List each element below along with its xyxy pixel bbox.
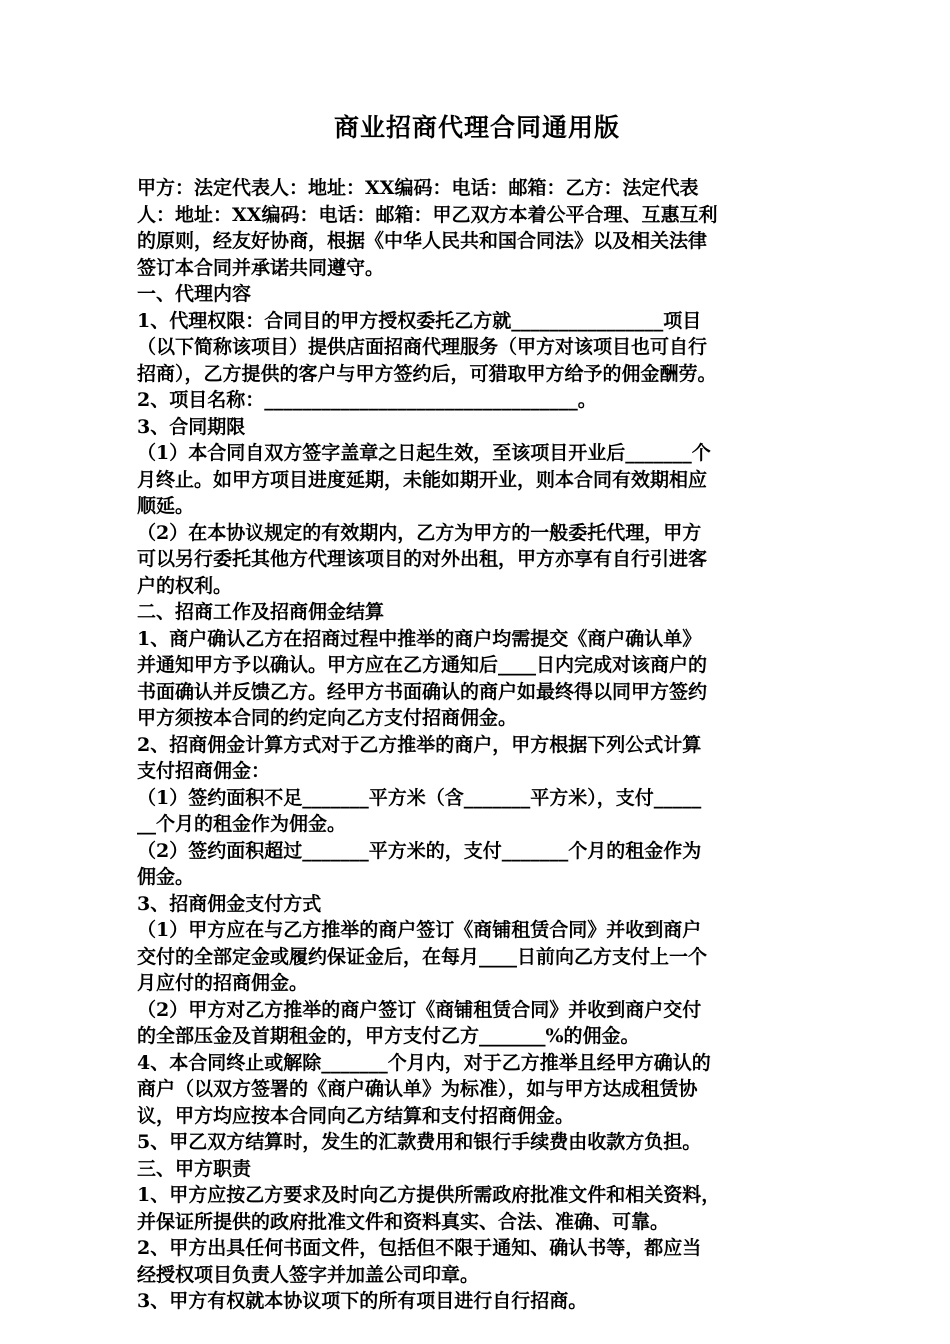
text-line: 2、项目名称：_________________________________。 <box>137 389 597 411</box>
text-line: 支付招商佣金： <box>137 760 271 782</box>
text-line: 的原则，经友好协商，根据《中华人民共和国合同法》以及相关法律 <box>137 230 708 252</box>
text-line: （1）签约面积不足_______平方米（含_______平方米），支付_____ <box>137 786 702 809</box>
text-line: 2、招商佣金计算方式对于乙方推举的商户，甲方根据下列公式计算 <box>137 733 702 756</box>
text-line: （1）本合同自双方签字盖章之日起生效，至该项目开业后_______个 <box>137 442 711 464</box>
text-line: （2）甲方对乙方推举的商户签订《商铺租赁合同》并收到商户交付 <box>137 998 702 1021</box>
section-heading: 二、招商工作及招商佣金结算 <box>137 601 385 623</box>
text-line: 的全部压金及首期租金的，甲方支付乙方_______%的佣金。 <box>137 1025 640 1047</box>
section-heading: 三、甲方职责 <box>137 1157 252 1180</box>
text-line: （2）签约面积超过_______平方米的，支付_______个月的租金作为 <box>137 839 702 862</box>
text-line: 签订本合同并承诺共同遵守。 <box>137 256 385 279</box>
text-line: 3、合同期限 <box>137 415 246 438</box>
text-line: （2）在本协议规定的有效期内，乙方为甲方的一般委托代理，甲方 <box>137 521 702 544</box>
text-line: 经授权项目负责人签字并加盖公司印章。 <box>137 1263 480 1286</box>
text-line: 甲方须按本合同的约定向乙方支付招商佣金。 <box>137 707 518 729</box>
text-line: 顺延。 <box>137 495 195 517</box>
text-line: 招商），乙方提供的客户与甲方签约后，可猎取甲方给予的佣金酬劳。 <box>137 362 717 385</box>
document-body <box>137 175 817 1315</box>
text-line: 5、甲乙双方结算时，发生的汇款费用和银行手续费由收款方负担。 <box>137 1131 702 1153</box>
text-line: 甲方：法定代表人：地址：XX编码：电话：邮箱：乙方：法定代表 <box>137 177 699 199</box>
text-line: 1、代理权限：合同目的甲方授权委托乙方就________________项目 <box>137 309 702 332</box>
document-title: 商业招商代理合同通用版 <box>333 113 620 142</box>
text-line: 并通知甲方予以确认。甲方应在乙方通知后____日内完成对该商户的 <box>137 654 708 676</box>
text-line: 佣金。 <box>137 866 195 888</box>
text-line: 人：地址：XX编码：电话：邮箱：甲乙双方本着公平合理、互惠互利 <box>137 203 718 226</box>
text-line: 商户（以双方签署的《商户确认单》为标准），如与甲方达成租赁协 <box>137 1078 698 1100</box>
text-line: __个月的租金作为佣金。 <box>137 813 347 835</box>
text-line: （以下简称该项目）提供店面招商代理服务（甲方对该项目也可自行 <box>137 336 708 358</box>
text-line: 月应付的招商佣金。 <box>137 972 309 994</box>
text-line: （1）甲方应在与乙方推举的商户签订《商铺租赁合同》并收到商户 <box>137 919 702 941</box>
text-line: 户的权利。 <box>137 574 233 597</box>
text-line: 3、甲方有权就本协议项下的所有项目进行自行招商。 <box>137 1290 588 1312</box>
text-line: 并保证所提供的政府批准文件和资料真实、合法、准确、可靠。 <box>137 1210 670 1233</box>
text-line: 可以另行委托其他方代理该项目的对外出租，甲方亦享有自行引进客 <box>137 548 708 570</box>
text-line: 书面确认并反馈乙方。经甲方书面确认的商户如最终得以同甲方签约 <box>137 680 708 703</box>
text-line: 1、甲方应按乙方要求及时向乙方提供所需政府批准文件和相关资料， <box>137 1184 721 1206</box>
text-line: 月终止。如甲方项目进度延期，未能如期开业，则本合同有效期相应 <box>137 468 708 491</box>
text-line: 3、招商佣金支付方式 <box>137 892 322 915</box>
text-line: 1、商户确认乙方在招商过程中推举的商户均需提交《商户确认单》 <box>137 627 702 650</box>
text-line: 2、甲方出具任何书面文件，包括但不限于通知、确认书等，都应当 <box>137 1237 702 1259</box>
section-heading: 一、代理内容 <box>137 283 252 305</box>
text-line: 4、本合同终止或解除_______个月内，对于乙方推举且经甲方确认的 <box>137 1051 711 1074</box>
text-line: 议，甲方均应按本合同向乙方结算和支付招商佣金。 <box>137 1104 575 1127</box>
text-line: 交付的全部定金或履约保证金后，在每月____日前向乙方支付上一个 <box>137 945 708 968</box>
